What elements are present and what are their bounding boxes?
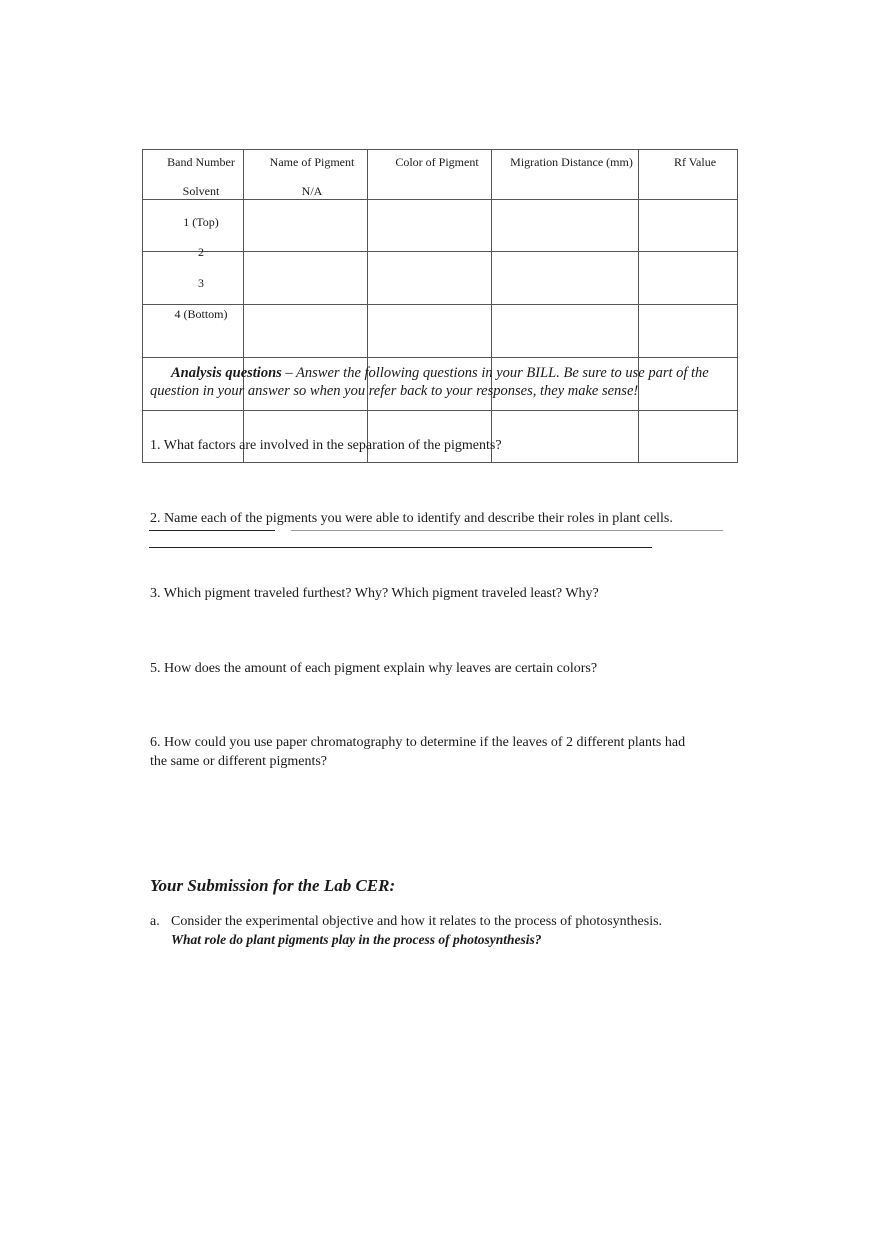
- table-header-band-number: Band Number: [167, 155, 235, 169]
- item-marker: a.: [150, 914, 160, 929]
- question-2: 2. Name each of the pigments you were able to identify and describe their roles in plant cells.: [150, 511, 673, 526]
- analysis-text: – Answer the following questions in your BILL. Be sure to use part of the question in your answer so when you refer back to your responses, they make sense!: [150, 365, 709, 399]
- table-row-divider: [142, 410, 738, 411]
- table-header-migration-distance: Migration Distance (mm): [510, 155, 633, 169]
- table-header-name-of-pigment: Name of Pigment: [269, 155, 355, 169]
- submission-item-a: [150, 913, 662, 949]
- table-border-bottom: [142, 462, 738, 463]
- item-question: What role do plant pigments play in the process of photosynthesis?: [171, 932, 542, 947]
- table-header-color-of-pigment: Color of Pigment: [395, 155, 479, 169]
- table-cell-band-1: 1 (Top): [183, 215, 219, 229]
- table-cell-band-2: 2: [198, 245, 204, 259]
- question-1: 1. What factors are involved in the separation of the pigments?: [150, 438, 502, 453]
- analysis-lead: Analysis questions: [171, 365, 282, 381]
- table-border-right: [737, 149, 738, 463]
- answer-line: [149, 547, 652, 548]
- table-cell-name-solvent: N/A: [301, 184, 323, 198]
- table-cell-band-4: 4 (Bottom): [174, 307, 228, 321]
- table-col-divider: [491, 149, 492, 463]
- table-border-top: [142, 149, 738, 150]
- question-3: 3. Which pigment traveled furthest? Why? Which pigment traveled least? Why?: [150, 586, 599, 601]
- answer-line: [149, 530, 275, 531]
- table-row-divider: [142, 304, 738, 305]
- question-6-continued: the same or different pigments?: [150, 754, 328, 769]
- submission-heading: Your Submission for the Lab CER:: [150, 876, 396, 895]
- table-row-divider: [142, 199, 738, 200]
- table-header-rf-value: Rf Value: [673, 155, 717, 169]
- question-5: 5. How does the amount of each pigment explain why leaves are certain colors?: [150, 661, 598, 676]
- item-text: Consider the experimental objective and how it relates to the process of photosynthesis.: [171, 914, 663, 929]
- table-row-divider: [142, 357, 738, 358]
- table-cell-band-3: 3: [198, 276, 204, 290]
- table-col-divider: [638, 149, 639, 463]
- answer-line: [291, 530, 723, 531]
- analysis-instructions: [150, 364, 730, 400]
- table-cell-band-solvent: Solvent: [182, 184, 220, 198]
- question-6: 6. How could you use paper chromatography to determine if the leaves of 2 different plants had: [150, 735, 686, 750]
